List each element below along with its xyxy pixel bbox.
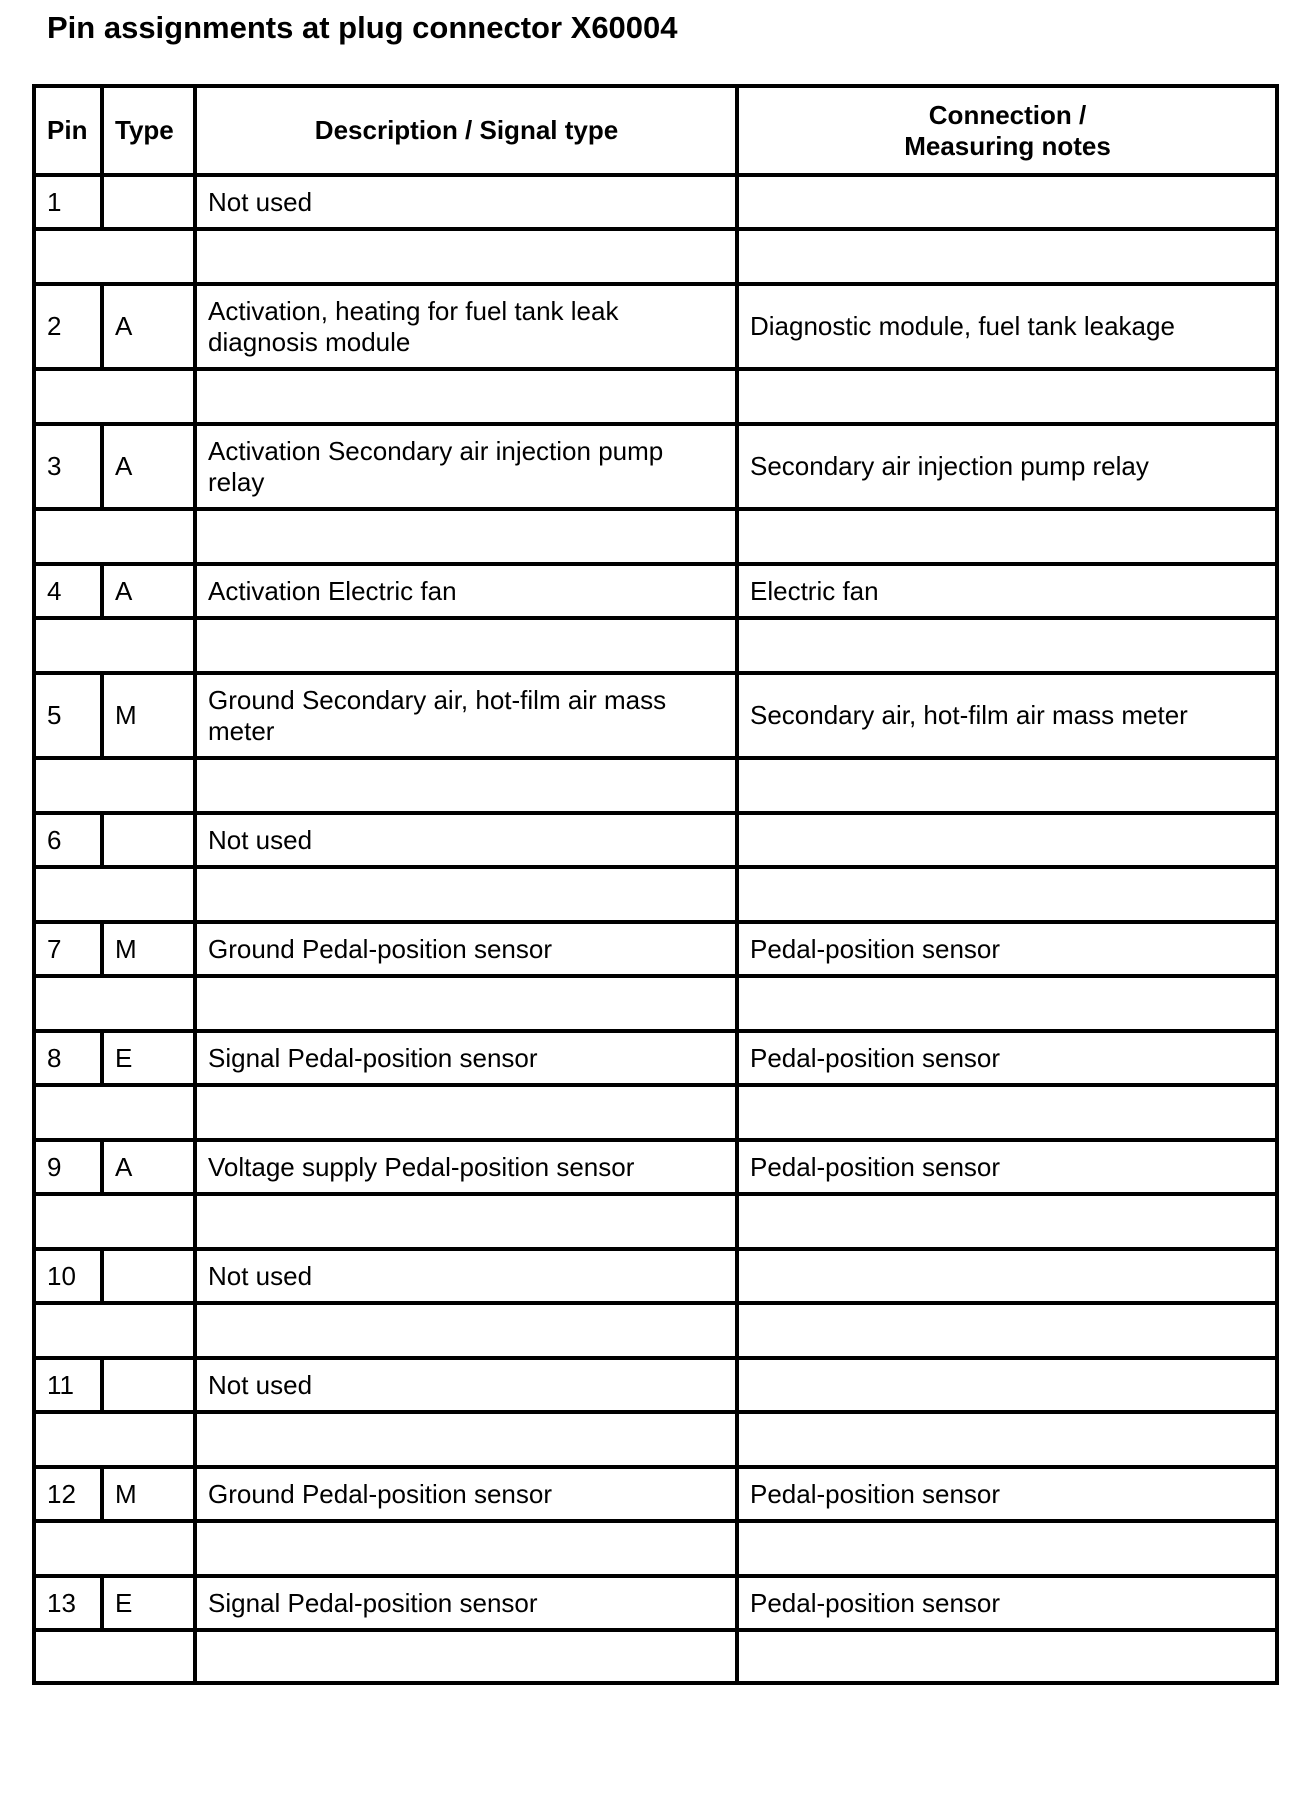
- type-cell: [102, 813, 195, 867]
- pin-cell: 11: [34, 1358, 102, 1412]
- description-cell: Signal Pedal-position sensor: [195, 1576, 737, 1630]
- pin-cell: 9: [34, 1140, 102, 1194]
- spacer-row: [34, 1630, 1277, 1683]
- spacer-cell: [34, 1194, 195, 1249]
- spacer-cell: [737, 867, 1277, 922]
- connection-cell: Pedal-position sensor: [737, 1576, 1277, 1630]
- description-cell: Voltage supply Pedal-position sensor: [195, 1140, 737, 1194]
- spacer-cell: [195, 1303, 737, 1358]
- connection-cell: Secondary air injection pump relay: [737, 424, 1277, 509]
- connection-cell: Pedal-position sensor: [737, 1140, 1277, 1194]
- connection-cell: Pedal-position sensor: [737, 1031, 1277, 1085]
- pin-cell: 2: [34, 284, 102, 369]
- spacer-cell: [195, 758, 737, 813]
- spacer-cell: [195, 1630, 737, 1683]
- spacer-cell: [34, 618, 195, 673]
- spacer-row: [34, 369, 1277, 424]
- spacer-cell: [34, 229, 195, 284]
- spacer-cell: [34, 976, 195, 1031]
- spacer-cell: [737, 1303, 1277, 1358]
- spacer-cell: [34, 1085, 195, 1140]
- description-cell: Not used: [195, 813, 737, 867]
- spacer-cell: [34, 1521, 195, 1576]
- spacer-cell: [737, 229, 1277, 284]
- pin-cell: 12: [34, 1467, 102, 1521]
- description-cell: Ground Pedal-position sensor: [195, 1467, 737, 1521]
- table-row: [34, 175, 1277, 229]
- pin-cell: 1: [34, 175, 102, 229]
- spacer-cell: [195, 618, 737, 673]
- spacer-cell: [195, 229, 737, 284]
- spacer-cell: [34, 867, 195, 922]
- spacer-cell: [34, 1630, 195, 1683]
- description-cell: Activation Electric fan: [195, 564, 737, 618]
- spacer-cell: [737, 976, 1277, 1031]
- spacer-cell: [737, 509, 1277, 564]
- spacer-row: [34, 1194, 1277, 1249]
- spacer-cell: [34, 509, 195, 564]
- connection-cell: Secondary air, hot-film air mass meter: [737, 673, 1277, 758]
- pin-cell: 5: [34, 673, 102, 758]
- pin-cell: 3: [34, 424, 102, 509]
- table-row: [34, 1140, 1277, 1194]
- spacer-cell: [195, 976, 737, 1031]
- type-cell: A: [102, 564, 195, 618]
- type-cell: E: [102, 1576, 195, 1630]
- spacer-cell: [737, 758, 1277, 813]
- table-row: [34, 1576, 1277, 1630]
- spacer-cell: [195, 1412, 737, 1467]
- table-row: [34, 813, 1277, 867]
- pin-cell: 13: [34, 1576, 102, 1630]
- connection-cell: Diagnostic module, fuel tank leakage: [737, 284, 1277, 369]
- table-row: [34, 1249, 1277, 1303]
- spacer-row: [34, 509, 1277, 564]
- spacer-row: [34, 867, 1277, 922]
- table-row: [34, 1358, 1277, 1412]
- spacer-cell: [195, 1194, 737, 1249]
- connection-cell: [737, 175, 1277, 229]
- table-row: [34, 922, 1277, 976]
- type-cell: [102, 1358, 195, 1412]
- pin-cell: 10: [34, 1249, 102, 1303]
- connection-cell: Pedal-position sensor: [737, 922, 1277, 976]
- connection-cell: Electric fan: [737, 564, 1277, 618]
- spacer-cell: [195, 1521, 737, 1576]
- spacer-row: [34, 618, 1277, 673]
- header-connection: [737, 86, 1277, 175]
- spacer-cell: [34, 369, 195, 424]
- spacer-cell: [195, 867, 737, 922]
- connection-cell: [737, 1358, 1277, 1412]
- connection-cell: [737, 813, 1277, 867]
- description-cell: Ground Secondary air, hot-film air mass meter: [195, 673, 737, 758]
- page-title: Pin assignments at plug connector X60004: [47, 10, 678, 45]
- type-cell: A: [102, 424, 195, 509]
- spacer-cell: [34, 1303, 195, 1358]
- spacer-row: [34, 1085, 1277, 1140]
- type-cell: A: [102, 1140, 195, 1194]
- type-cell: [102, 1249, 195, 1303]
- description-cell: Not used: [195, 175, 737, 229]
- spacer-cell: [195, 509, 737, 564]
- pin-cell: 7: [34, 922, 102, 976]
- spacer-cell: [737, 369, 1277, 424]
- spacer-cell: [34, 758, 195, 813]
- header-description: Description / Signal type: [195, 86, 737, 175]
- description-cell: Signal Pedal-position sensor: [195, 1031, 737, 1085]
- connection-cell: Pedal-position sensor: [737, 1467, 1277, 1521]
- table-row: [34, 1467, 1277, 1521]
- spacer-row: [34, 758, 1277, 813]
- description-cell: Ground Pedal-position sensor: [195, 922, 737, 976]
- type-cell: A: [102, 284, 195, 369]
- description-cell: Activation, heating for fuel tank leak diagnosis module: [195, 284, 737, 369]
- spacer-cell: [195, 369, 737, 424]
- spacer-row: [34, 1521, 1277, 1576]
- spacer-row: [34, 1412, 1277, 1467]
- spacer-cell: [737, 1085, 1277, 1140]
- spacer-cell: [737, 1412, 1277, 1467]
- spacer-row: [34, 976, 1277, 1031]
- spacer-cell: [737, 1194, 1277, 1249]
- pin-cell: 6: [34, 813, 102, 867]
- pin-cell: 4: [34, 564, 102, 618]
- spacer-cell: [737, 1521, 1277, 1576]
- spacer-cell: [34, 1412, 195, 1467]
- connection-cell: [737, 1249, 1277, 1303]
- table-row: [34, 673, 1277, 758]
- type-cell: E: [102, 1031, 195, 1085]
- type-cell: M: [102, 1467, 195, 1521]
- header-connection-line1: Connection /: [928, 99, 1087, 130]
- spacer-cell: [737, 1630, 1277, 1683]
- table-header-row: [34, 86, 1277, 175]
- type-cell: M: [102, 673, 195, 758]
- table-row: [34, 424, 1277, 509]
- type-cell: M: [102, 922, 195, 976]
- spacer-cell: [195, 1085, 737, 1140]
- description-cell: Activation Secondary air injection pump relay: [195, 424, 737, 509]
- spacer-row: [34, 1303, 1277, 1358]
- table-row: [34, 564, 1277, 618]
- description-cell: Not used: [195, 1358, 737, 1412]
- pin-cell: 8: [34, 1031, 102, 1085]
- description-cell: Not used: [195, 1249, 737, 1303]
- header-connection-line2: Measuring notes: [904, 130, 1111, 161]
- type-cell: [102, 175, 195, 229]
- header-type: Type: [102, 86, 195, 175]
- pin-assignment-table: [32, 84, 1279, 1685]
- header-pin: Pin: [34, 86, 102, 175]
- spacer-row: [34, 229, 1277, 284]
- spacer-cell: [737, 618, 1277, 673]
- table-row: [34, 284, 1277, 369]
- table-row: [34, 1031, 1277, 1085]
